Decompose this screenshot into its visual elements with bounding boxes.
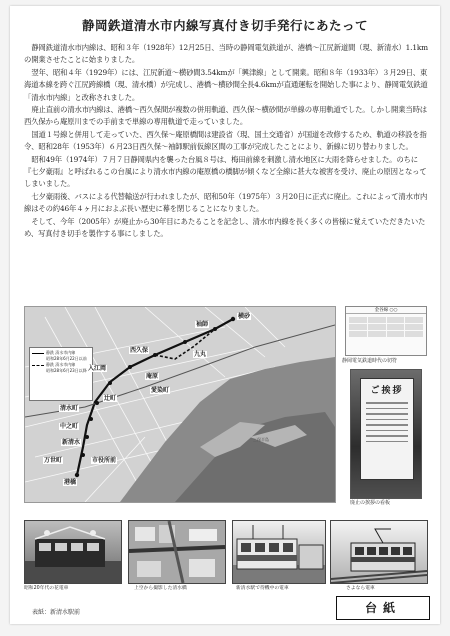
legend-row-new-date — [32, 368, 90, 374]
legend-label-1: 静鉄 清水市内線 — [46, 350, 76, 355]
page-title: 静岡鉄道清水市内線写真付き切手発行にあたって — [81, 18, 368, 33]
mount-label-box: 台紙 — [336, 596, 430, 620]
station-ihara: 庵原 — [146, 373, 159, 380]
signboard-title: ご挨拶 — [370, 386, 404, 396]
cover-credit: 表紙：新清水駅前 — [32, 609, 81, 616]
photo-caption-2: 上空から撮影した清水橋 — [134, 586, 187, 591]
station-shimizu-machi: 清水町 — [60, 405, 79, 412]
ticket-heading: 金谷線 ○○ — [346, 307, 426, 314]
legend-label-3: 静鉄 清水市内線 — [46, 362, 76, 367]
photo-caption-4: さよなら電車 — [346, 586, 375, 591]
legend-label-2: 昭和28年6月22日以前 — [46, 356, 87, 361]
stamp-mount-sheet — [10, 6, 440, 624]
station-irie-oka: 入江岡 — [88, 365, 107, 372]
signboard-plate — [360, 378, 414, 480]
legend-solid-line — [32, 353, 44, 354]
station-nishikubo: 西久保 — [130, 347, 149, 354]
photo-farewell-tram — [330, 520, 428, 584]
station-yokosuna: 横砂 — [238, 313, 251, 320]
paragraph-2: 翌年、昭和４年（1929年）には、江尻新道～横砂間3.54kmが「興津線」として開業。昭和８年（1933年）３月29日、東海道本線を跨ぐ江尻跨線橋（現、清水橋）が完成し、港橋～横砂間全長4.6kmが直通運転を開始した事により、静岡電気鉄道「清水市内線」と改称されました。 — [24, 67, 428, 102]
photo-shin-shimizu-tram — [232, 520, 326, 584]
legend-spacer-2 — [32, 371, 44, 372]
station-kyuumaru: 九丸 — [194, 351, 207, 358]
paragraph-4: 国道１号線と併用して走っていた、西久保～庵原橋間は建設省（現、国土交通省）が国道を改修するため、軌道の移設を指令、昭和28年（1953年）６月23日西久保～袖師駅前仮線区間の工事が完成したことにより、新線に切り替わりました。 — [24, 129, 427, 152]
signboard-text-lines — [366, 402, 408, 442]
introduction-text — [24, 42, 428, 241]
route-map — [24, 306, 336, 503]
paragraph-5: 昭和49年（1974年）７月７日静岡県内を襲った台風８号は、梅田前線を刺激し清水地区に大雨を降らせました。のちに『七夕豪雨』と呼ばれるこの台風により清水市内線の庵原橋の橋脚が傾くなど全線に甚大な被害を受け、廃止の原因となってしまいました。 — [24, 154, 427, 189]
legend-label-4: 昭和28年6月23日以降 — [46, 368, 87, 373]
legend-spacer — [32, 359, 44, 360]
map-area-label: 三保半島 — [253, 437, 269, 442]
paragraph-7: そして、今年（2005年）が廃止から30年目にあたることを記念し、清水市内線を長く多くの皆様に覚えていただきたいため、写真付き切手を製作する事にしました。 — [24, 216, 426, 239]
signboard-caption: 廃止の挨拶の看板 — [350, 500, 391, 506]
farewell-signboard-image — [350, 369, 422, 499]
photo-caption-1: 昭和20年代の花電車 — [24, 586, 69, 591]
station-nakanomachi: 中之町 — [60, 423, 79, 430]
photo-shimizu-bridge-aerial — [128, 520, 226, 584]
photo-caption-3: 新清水駅で待機中の電車 — [236, 586, 289, 591]
station-aizome: 愛染町 — [151, 387, 170, 394]
ticket-caption: 静岡電気鉄道時代の切符 — [342, 358, 398, 364]
station-shin-shimizu: 新清水 — [62, 439, 81, 446]
map-legend — [29, 347, 93, 401]
photo-flower-tram — [24, 520, 122, 584]
station-tsujimachi: 辻町 — [104, 395, 117, 402]
ticket-grid — [346, 314, 426, 340]
station-sodeshi: 袖師 — [196, 321, 209, 328]
legend-dashed-line — [32, 365, 44, 366]
station-shiyakusho: 市役所前 — [92, 457, 117, 464]
station-minatobashi: 港橋 — [64, 479, 77, 486]
paragraph-3: 廃止直前の清水市内線は、港橋～西久保間が複数の併用軌道、西久保～横砂間が単線の専用軌道でした。しかし開業当時は西久保から庵原川までの手前まで単線の専用軌道で走っていました。 — [24, 105, 428, 127]
station-manseicho: 万世町 — [44, 457, 63, 464]
paragraph-6: 七夕豪雨後、バスによる代替輸送が行われましたが、昭和50年（1975年）３月20日に正式に廃止。これによって清水市内線はその約46年４ヶ月におよぶ長い歴史に幕を閉じることになりました。 — [24, 191, 428, 214]
paragraph-1: 静岡鉄道清水市内線は、昭和３年（1928年）12月25日、当時の静岡電気鉄道が、港橋～江尻新道間（現、新清水）1.1kmの開業させたことに始まりました。 — [24, 43, 428, 65]
old-ticket-image — [345, 306, 427, 356]
